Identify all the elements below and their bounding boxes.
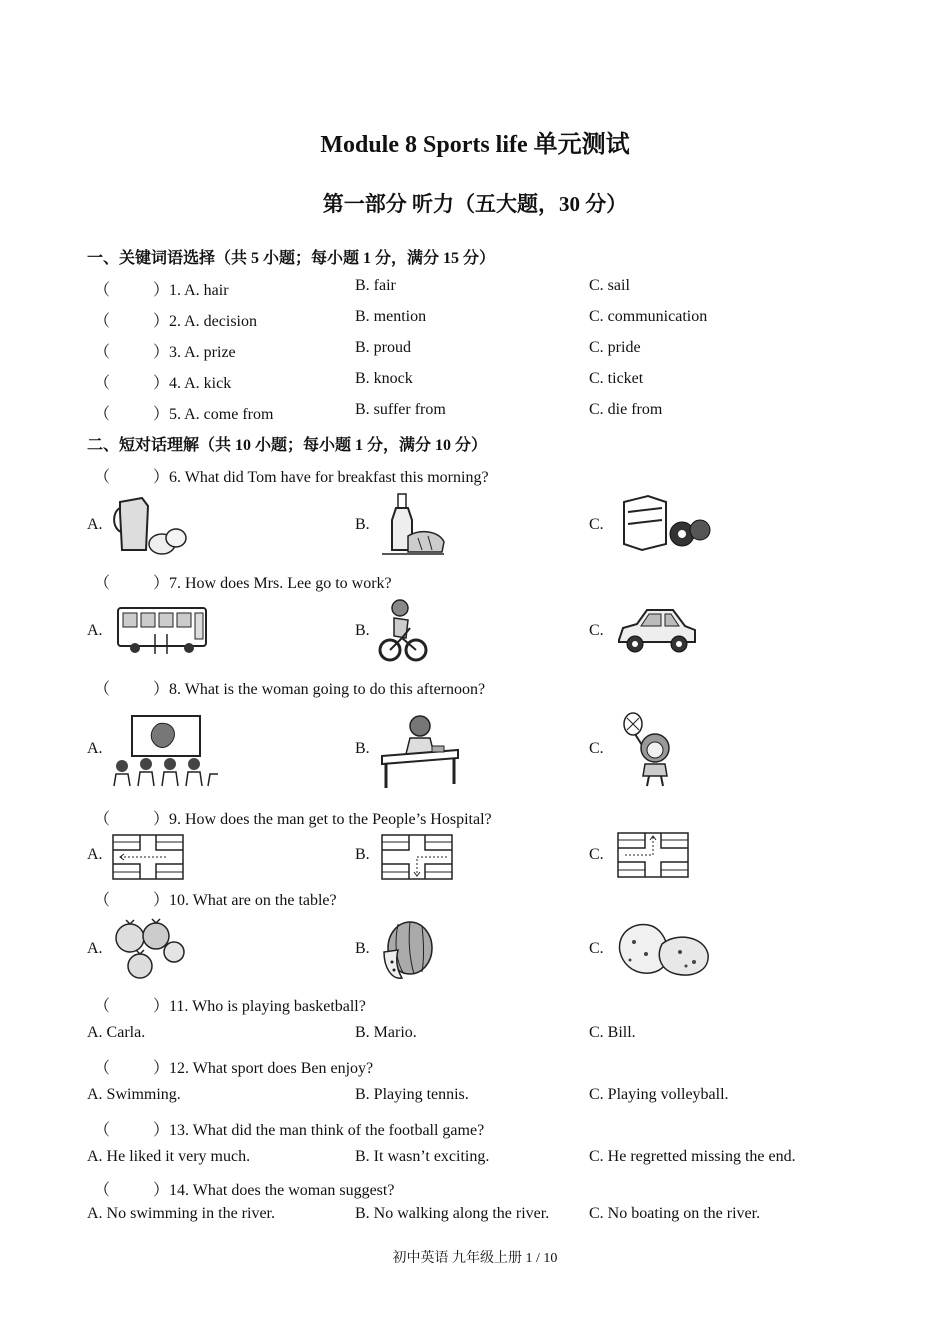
option-a: A. — [87, 516, 103, 533]
sandwich-and-fruit-icon — [618, 494, 713, 554]
options-row — [0, 1086, 950, 1110]
car-icon — [615, 604, 699, 656]
question-text: ）1. A. hair — [153, 282, 229, 299]
answer-bracket[interactable]: （ — [94, 998, 111, 1015]
girl-with-racket-icon — [617, 712, 681, 788]
option-c: C. sail — [589, 277, 630, 294]
question-text: ）5. A. come from — [153, 406, 274, 423]
tomatoes-icon — [110, 916, 190, 982]
question-row — [0, 676, 950, 700]
question-row — [0, 993, 950, 1017]
question-text: ）10. What are on the table? — [153, 892, 337, 909]
option-c: C. He regretted missing the end. — [589, 1148, 796, 1165]
option-c: C. communication — [589, 308, 708, 325]
answer-bracket[interactable]: （ — [94, 282, 111, 299]
bicycle-rider-icon — [378, 598, 428, 664]
answer-bracket[interactable]: （ — [94, 406, 111, 423]
option-b: B. Playing tennis. — [355, 1086, 469, 1103]
part-subtitle: 第一部分 听力（五大题，30 分） — [322, 192, 628, 216]
option-b: B. No walking along the river. — [355, 1205, 550, 1222]
section2-heading: 二、短对话理解（共 10 小题；每小题 1 分，满分 10 分） — [87, 437, 488, 454]
answer-bracket[interactable]: （ — [94, 1182, 111, 1199]
milk-and-eggs-icon — [112, 492, 187, 556]
question-text: ）7. How does Mrs. Lee go to work? — [153, 575, 392, 592]
option-c: C. — [589, 622, 604, 639]
answer-bracket[interactable]: （ — [94, 344, 111, 361]
answer-bracket[interactable]: （ — [94, 313, 111, 330]
question-row — [0, 887, 950, 911]
option-c: C. Playing volleyball. — [589, 1086, 729, 1103]
question-text: ）2. A. decision — [153, 313, 257, 330]
options-row — [0, 1205, 950, 1229]
question-text: ）9. How does the man get to the People’s Hospital? — [153, 811, 492, 828]
section1-heading: 一、关键词语选择（共 5 小题；每小题 1 分，满分 15 分） — [87, 250, 496, 267]
option-c: C. pride — [589, 339, 641, 356]
option-c: C. — [589, 846, 604, 863]
page-title: Module 8 Sports life 单元测试 — [320, 132, 630, 158]
route-map-icon — [381, 834, 453, 880]
option-a: A. — [87, 740, 103, 757]
question-row — [0, 277, 950, 301]
bottle-and-bread-icon — [378, 492, 448, 558]
route-map-icon — [112, 834, 184, 880]
option-c: C. — [589, 516, 604, 533]
option-c: C. Bill. — [589, 1024, 636, 1041]
option-b: B. — [355, 516, 370, 533]
options-row — [0, 1148, 950, 1172]
question-text: ）4. A. kick — [153, 375, 232, 392]
option-b: B. — [355, 740, 370, 757]
option-b: B. Mario. — [355, 1024, 417, 1041]
girl-at-desk-icon — [378, 712, 462, 790]
answer-bracket[interactable]: （ — [94, 892, 111, 909]
question-text: ）3. A. prize — [153, 344, 236, 361]
answer-bracket[interactable]: （ — [94, 375, 111, 392]
option-b: B. — [355, 846, 370, 863]
answer-bracket[interactable]: （ — [94, 681, 111, 698]
page-footer: 初中英语 九年级上册 1 / 10 — [392, 1251, 558, 1266]
question-row — [0, 1055, 950, 1079]
option-a: A. — [87, 846, 103, 863]
answer-bracket[interactable]: （ — [94, 811, 111, 828]
option-c: C. — [589, 740, 604, 757]
option-c: C. ticket — [589, 370, 644, 387]
option-a: A. — [87, 622, 103, 639]
option-b: B. mention — [355, 308, 427, 325]
route-map-icon — [617, 832, 689, 878]
question-text: ）12. What sport does Ben enjoy? — [153, 1060, 374, 1077]
question-row — [0, 370, 950, 394]
option-a: A. Carla. — [87, 1024, 146, 1041]
question-row — [0, 401, 950, 425]
question-text: ）11. Who is playing basketball? — [153, 998, 366, 1015]
option-b: B. knock — [355, 370, 413, 387]
option-b: B. — [355, 622, 370, 639]
answer-bracket[interactable]: （ — [94, 1122, 111, 1139]
bus-icon — [115, 604, 210, 656]
option-a: A. He liked it very much. — [87, 1148, 251, 1165]
answer-bracket[interactable]: （ — [94, 1060, 111, 1077]
cinema-audience-icon — [112, 714, 220, 788]
question-text: ）14. What does the woman suggest? — [153, 1182, 395, 1199]
option-b: B. It wasn’t exciting. — [355, 1148, 490, 1165]
potatoes-icon — [614, 918, 712, 978]
question-row — [0, 339, 950, 363]
option-c: C. — [589, 940, 604, 957]
option-a: A. — [87, 940, 103, 957]
question-row — [0, 464, 950, 488]
question-row — [0, 570, 950, 594]
option-b: B. — [355, 940, 370, 957]
option-b: B. proud — [355, 339, 411, 356]
question-row — [0, 806, 950, 830]
options-row — [0, 1024, 950, 1048]
watermelon-icon — [378, 918, 438, 982]
option-b: B. fair — [355, 277, 396, 294]
option-a: A. No swimming in the river. — [87, 1205, 275, 1222]
option-b: B. suffer from — [355, 401, 446, 418]
question-row — [0, 1117, 950, 1141]
question-row — [0, 308, 950, 332]
answer-bracket[interactable]: （ — [94, 575, 111, 592]
question-text: ）8. What is the woman going to do this afternoon? — [153, 681, 486, 698]
answer-bracket[interactable]: （ — [94, 469, 111, 486]
option-a: A. Swimming. — [87, 1086, 181, 1103]
question-row — [0, 1177, 950, 1201]
question-text: ）6. What did Tom have for breakfast this morning? — [153, 469, 489, 486]
option-c: C. No boating on the river. — [589, 1205, 761, 1222]
question-text: ）13. What did the man think of the football game? — [153, 1122, 485, 1139]
option-c: C. die from — [589, 401, 663, 418]
